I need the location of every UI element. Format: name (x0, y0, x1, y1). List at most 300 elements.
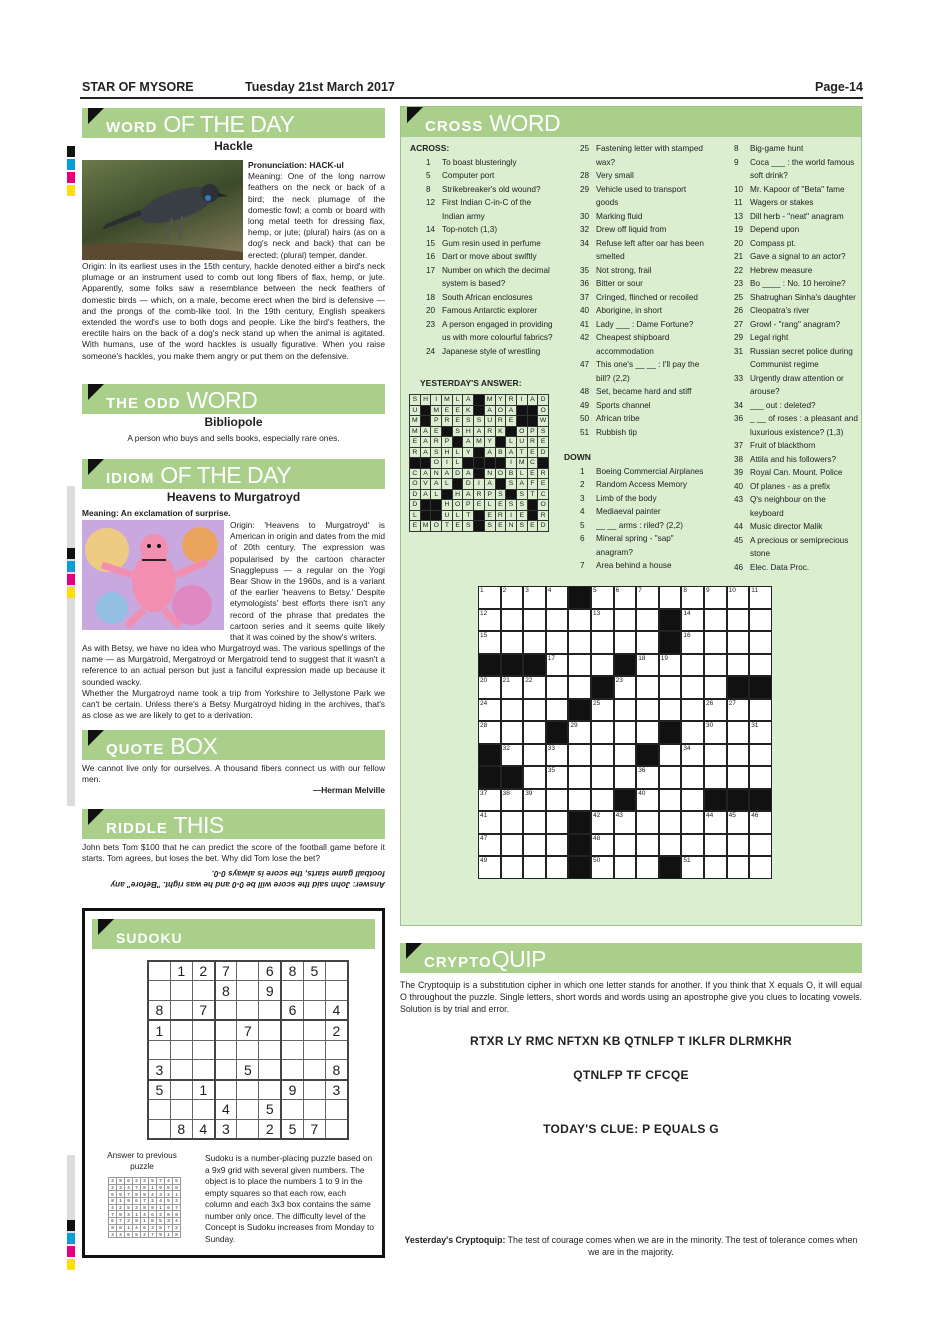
clue-item: 9 Coca ___ : the world famous soft drink? (734, 157, 855, 180)
crossword-cell[interactable]: 45 (727, 811, 750, 834)
crossword-cell[interactable] (749, 856, 772, 879)
crossword-cell[interactable] (546, 676, 569, 699)
crossword-cell[interactable]: 28 (478, 721, 501, 744)
crossword-cell[interactable]: 8 (681, 586, 704, 609)
sudoku-cell[interactable] (237, 1001, 259, 1021)
crossword-black-cell (568, 811, 591, 834)
crossword-cell[interactable] (523, 766, 546, 789)
crossword-cell[interactable]: 50 (591, 856, 614, 879)
yesterday-grid-cell: O (516, 426, 527, 437)
cryptoquip-band: CRYPTOQUIP (400, 943, 862, 973)
yesterday-grid-cell: E (495, 500, 506, 511)
crossword-cell[interactable] (546, 811, 569, 834)
sudoku-cell[interactable] (326, 981, 348, 1001)
sudoku-cell[interactable] (148, 961, 170, 981)
crossword-cell[interactable] (591, 654, 614, 677)
crossword-cell[interactable] (659, 699, 682, 722)
sudoku-cell[interactable]: 5 (237, 1060, 259, 1080)
sudoku-cell[interactable] (237, 1080, 259, 1100)
yesterday-grid-cell: O (410, 479, 421, 490)
previous-sudoku-cell: 6 (109, 1191, 117, 1198)
crossword-cell[interactable]: 9 (704, 586, 727, 609)
crossword-cell[interactable]: 17 (546, 654, 569, 677)
clue-item: 41 Lady ___ : Dame Fortune? (580, 319, 694, 329)
crossword-cell[interactable] (501, 631, 524, 654)
yesterday-grid-cell: Y (484, 437, 495, 448)
crossword-cell[interactable] (614, 609, 637, 632)
sudoku-cell[interactable]: 4 (192, 1119, 214, 1139)
sudoku-cell[interactable] (215, 1060, 237, 1080)
clue-item: 34 Refuse left after oar has been smelted (580, 238, 704, 261)
previous-sudoku-cell: 2 (157, 1211, 165, 1218)
yesterday-grid-cell (452, 479, 463, 490)
previous-sudoku-cell: 9 (125, 1198, 133, 1205)
crossword-cell[interactable] (501, 811, 524, 834)
crossword-cell[interactable] (523, 744, 546, 767)
crossword-grid[interactable] (478, 586, 773, 881)
previous-sudoku-cell: 2 (149, 1198, 157, 1205)
sudoku-cell[interactable]: 3 (148, 1060, 170, 1080)
crossword-cell[interactable]: 37 (478, 789, 501, 812)
crossword-cell[interactable] (546, 856, 569, 879)
sudoku-cell[interactable] (326, 1040, 348, 1060)
crossword-cell[interactable] (681, 676, 704, 699)
sudoku-cell[interactable] (148, 1100, 170, 1120)
crossword-cell[interactable] (568, 609, 591, 632)
crossword-cell[interactable] (704, 609, 727, 632)
yesterday-grid-cell: S (516, 521, 527, 532)
crossword-cell[interactable] (523, 609, 546, 632)
sudoku-cell[interactable] (281, 1020, 303, 1040)
crossword-cell[interactable]: 40 (636, 789, 659, 812)
sudoku-cell[interactable] (192, 1100, 214, 1120)
sudoku-cell[interactable]: 8 (170, 1119, 192, 1139)
sudoku-cell[interactable]: 8 (326, 1060, 348, 1080)
previous-sudoku-cell: 8 (165, 1211, 173, 1218)
sudoku-cell[interactable]: 1 (148, 1020, 170, 1040)
crossword-cell[interactable]: 49 (478, 856, 501, 879)
previous-sudoku-cell: 2 (133, 1178, 141, 1185)
crossword-cell[interactable] (681, 789, 704, 812)
crossword-cell[interactable] (523, 631, 546, 654)
crossword-cell[interactable]: 5 (591, 586, 614, 609)
crossword-cell[interactable]: 11 (749, 586, 772, 609)
crossword-cell[interactable] (614, 631, 637, 654)
crossword-cell[interactable] (704, 744, 727, 767)
sudoku-cell[interactable]: 2 (192, 961, 214, 981)
crossword-cell[interactable] (636, 699, 659, 722)
crossword-cell[interactable]: 42 (591, 811, 614, 834)
crossword-cell[interactable]: 51 (681, 856, 704, 879)
crossword-cell[interactable] (546, 609, 569, 632)
sudoku-cell[interactable]: 3 (326, 1080, 348, 1100)
yesterday-grid-cell: A (420, 468, 431, 479)
sudoku-cell[interactable]: 7 (192, 1001, 214, 1021)
crossword-cell[interactable] (704, 654, 727, 677)
crossword-cell[interactable]: 10 (727, 586, 750, 609)
sudoku-cell[interactable]: 7 (303, 1119, 325, 1139)
sudoku-cell[interactable]: 9 (281, 1080, 303, 1100)
crossword-cell[interactable] (568, 789, 591, 812)
sudoku-cell[interactable]: 8 (215, 981, 237, 1001)
crossword-cell[interactable] (568, 744, 591, 767)
sudoku-cell[interactable]: 5 (259, 1100, 281, 1120)
crossword-cell[interactable] (727, 834, 750, 857)
crossword-cell[interactable] (681, 834, 704, 857)
crossword-cell[interactable]: 12 (478, 609, 501, 632)
sudoku-cell[interactable]: 6 (281, 1001, 303, 1021)
sudoku-cell[interactable] (303, 1040, 325, 1060)
crossword-cell[interactable]: 6 (614, 586, 637, 609)
crossword-cell[interactable]: 14 (681, 609, 704, 632)
crossword-cell[interactable]: 25 (591, 699, 614, 722)
sudoku-cell[interactable] (148, 1040, 170, 1060)
sudoku-cell[interactable]: 1 (170, 961, 192, 981)
sudoku-cell[interactable]: 7 (215, 961, 237, 981)
sudoku-cell[interactable] (259, 1080, 281, 1100)
crossword-cell[interactable]: 19 (659, 654, 682, 677)
clue-item: 5 Computer port (426, 171, 495, 180)
previous-sudoku-cell: 4 (117, 1231, 125, 1238)
crossword-cell[interactable] (727, 631, 750, 654)
sudoku-cell[interactable]: 5 (281, 1119, 303, 1139)
crossword-cell[interactable] (749, 609, 772, 632)
yesterday-grid-cell: S (506, 479, 517, 490)
sudoku-cell[interactable] (303, 981, 325, 1001)
sudoku-cell[interactable]: 1 (192, 1080, 214, 1100)
previous-sudoku-cell: 8 (149, 1218, 157, 1225)
sudoku-cell[interactable] (303, 1060, 325, 1080)
yesterday-grid-cell: L (452, 447, 463, 458)
sudoku-cell[interactable] (303, 1001, 325, 1021)
sudoku-cell[interactable] (281, 1040, 303, 1060)
crossword-cell[interactable] (546, 699, 569, 722)
crossword-cell[interactable] (727, 654, 750, 677)
yesterday-grid-cell (474, 468, 485, 479)
crossword-cell[interactable]: 48 (591, 834, 614, 857)
yesterday-grid-cell: E (527, 521, 538, 532)
crossword-cell[interactable] (614, 744, 637, 767)
sudoku-cell[interactable] (170, 1040, 192, 1060)
previous-sudoku-cell: 6 (125, 1178, 133, 1185)
yesterday-grid-cell: E (516, 510, 527, 521)
crossword-cell[interactable]: 43 (614, 811, 637, 834)
crossword-cell[interactable] (749, 699, 772, 722)
crossword-cell[interactable] (523, 856, 546, 879)
sudoku-cell[interactable] (303, 1100, 325, 1120)
crossword-cell[interactable]: 47 (478, 834, 501, 857)
sudoku-cell[interactable] (192, 1040, 214, 1060)
crossword-cell[interactable] (591, 721, 614, 744)
sudoku-cell[interactable] (259, 1020, 281, 1040)
sudoku-cell[interactable]: 5 (303, 961, 325, 981)
sudoku-cell[interactable] (259, 1060, 281, 1080)
crossword-cell[interactable] (614, 834, 637, 857)
yesterday-grid-cell: S (516, 500, 527, 511)
clue-item: 51 Rubbish tip (580, 427, 637, 437)
yesterday-grid-cell: U (516, 437, 527, 448)
crossword-cell[interactable] (681, 811, 704, 834)
sudoku-cell[interactable] (148, 981, 170, 1001)
crossword-cell[interactable] (591, 789, 614, 812)
sudoku-cell[interactable] (326, 1119, 348, 1139)
crossword-cell[interactable] (568, 766, 591, 789)
crossword-cell[interactable] (727, 744, 750, 767)
sudoku-cell[interactable] (303, 1080, 325, 1100)
previous-sudoku-cell: 3 (109, 1231, 117, 1238)
previous-sudoku-cell: 4 (141, 1211, 149, 1218)
crossword-cell[interactable] (591, 744, 614, 767)
crossword-cell[interactable] (659, 676, 682, 699)
clue-item: 23 Bo ____ : No. 10 heroine? (734, 279, 846, 288)
crossword-cell[interactable] (704, 834, 727, 857)
sudoku-cell[interactable] (303, 1020, 325, 1040)
crossword-cell[interactable]: 4 (546, 586, 569, 609)
crossword-cell[interactable] (614, 766, 637, 789)
yesterday-grid-cell: T (527, 489, 538, 500)
clue-item: 33 Urgently draw attention or arouse? (734, 373, 844, 396)
crossword-cell[interactable] (749, 766, 772, 789)
quote-band: QUOTE BOX (82, 730, 385, 760)
crossword-cell[interactable] (501, 699, 524, 722)
crossword-cell[interactable]: 23 (614, 676, 637, 699)
crossword-cell[interactable]: 31 (749, 721, 772, 744)
crossword-cell[interactable]: 16 (681, 631, 704, 654)
crossword-cell[interactable] (523, 721, 546, 744)
crossword-cell[interactable]: 3 (523, 586, 546, 609)
crossword-cell[interactable] (636, 811, 659, 834)
crossword-cell[interactable] (591, 766, 614, 789)
crossword-cell[interactable] (636, 721, 659, 744)
crossword-cell[interactable] (704, 676, 727, 699)
yesterday-grid-cell: P (442, 437, 453, 448)
cryptoquip-clue: TODAY'S CLUE: P EQUALS G (543, 1122, 719, 1136)
crossword-cell[interactable]: 39 (523, 789, 546, 812)
crossword-cell[interactable] (591, 631, 614, 654)
crossword-cell[interactable] (501, 856, 524, 879)
sudoku-cell[interactable] (281, 1060, 303, 1080)
previous-sudoku-cell: 2 (125, 1218, 133, 1225)
sudoku-cell[interactable]: 4 (326, 1001, 348, 1021)
yesterday-grid-cell: S (538, 426, 549, 437)
sudoku-cell[interactable] (170, 981, 192, 1001)
crossword-cell[interactable]: 26 (704, 699, 727, 722)
sudoku-grid[interactable] (147, 960, 349, 1140)
crossword-cell[interactable]: 27 (727, 699, 750, 722)
crossword-cell[interactable] (568, 631, 591, 654)
crossword-cell[interactable]: 46 (749, 811, 772, 834)
yesterday-grid-cell: M (410, 416, 421, 427)
crossword-cell[interactable] (636, 609, 659, 632)
sudoku-band: SUDOKU (92, 919, 375, 949)
yesterday-grid-cell: L (452, 510, 463, 521)
yesterday-grid-cell: M (516, 458, 527, 469)
sudoku-cell[interactable]: 8 (148, 1001, 170, 1021)
crossword-cell[interactable] (659, 811, 682, 834)
yesterday-grid-cell: S (484, 521, 495, 532)
crossword-cell[interactable] (523, 834, 546, 857)
crossword-cell[interactable] (636, 631, 659, 654)
crossword-cell[interactable]: 33 (546, 744, 569, 767)
crossword-cell[interactable] (681, 654, 704, 677)
crossword-cell[interactable] (659, 766, 682, 789)
sudoku-cell[interactable] (170, 1080, 192, 1100)
crossword-cell[interactable]: 35 (546, 766, 569, 789)
sudoku-cell[interactable]: 4 (215, 1100, 237, 1120)
crossword-cell[interactable]: 44 (704, 811, 727, 834)
yesterday-grid-cell: E (538, 437, 549, 448)
sudoku-cell[interactable] (170, 1100, 192, 1120)
crossword-cell[interactable] (727, 856, 750, 879)
sudoku-cell[interactable]: 6 (259, 961, 281, 981)
yesterday-grid-cell (474, 458, 485, 469)
yesterday-grid-cell: O (538, 405, 549, 416)
sudoku-cell[interactable] (192, 1060, 214, 1080)
crossword-cell[interactable]: 32 (501, 744, 524, 767)
crossword-cell[interactable] (501, 834, 524, 857)
crossword-cell[interactable] (681, 699, 704, 722)
previous-sudoku-cell: 9 (173, 1211, 181, 1218)
crossword-cell[interactable]: 38 (501, 789, 524, 812)
sudoku-cell[interactable] (259, 1001, 281, 1021)
crossword-cell[interactable]: 18 (636, 654, 659, 677)
sudoku-cell[interactable] (237, 1040, 259, 1060)
crossword-cell[interactable] (568, 676, 591, 699)
yesterday-grid-cell (431, 510, 442, 521)
yesterday-grid-cell: S (452, 426, 463, 437)
crossword-cell[interactable] (501, 609, 524, 632)
sudoku-cell[interactable]: 5 (148, 1080, 170, 1100)
yesterday-grid-cell: R (538, 510, 549, 521)
sudoku-cell[interactable]: 9 (259, 981, 281, 1001)
crossword-cell[interactable]: 20 (478, 676, 501, 699)
clue-item: 15 Gum resin used in perfume (426, 238, 541, 248)
yesterday-grid-cell: B (506, 468, 517, 479)
crossword-cell[interactable] (614, 721, 637, 744)
crossword-cell[interactable] (749, 834, 772, 857)
sudoku-cell[interactable]: 3 (215, 1119, 237, 1139)
crossword-cell[interactable]: 36 (636, 766, 659, 789)
crossword-cell[interactable] (749, 654, 772, 677)
yesterday-grid-cell (527, 500, 538, 511)
crossword-cell[interactable] (727, 721, 750, 744)
crossword-black-cell (614, 789, 637, 812)
yesterday-grid-cell: C (527, 458, 538, 469)
crossword-cell[interactable]: 15 (478, 631, 501, 654)
sudoku-cell[interactable] (237, 1100, 259, 1120)
clue-item: 25 Fastening letter with stamped wax? (580, 144, 703, 167)
crossword-cell[interactable]: 29 (568, 721, 591, 744)
crossword-cell[interactable] (523, 811, 546, 834)
crossword-cell[interactable] (659, 834, 682, 857)
crossword-cell[interactable] (614, 856, 637, 879)
crossword-cell[interactable]: 24 (478, 699, 501, 722)
sudoku-cell[interactable]: 8 (281, 961, 303, 981)
sudoku-cell[interactable]: 7 (237, 1020, 259, 1040)
crossword-cell[interactable]: 41 (478, 811, 501, 834)
sudoku-cell[interactable] (215, 1001, 237, 1021)
sudoku-cell[interactable] (215, 1020, 237, 1040)
sudoku-cell[interactable] (170, 1001, 192, 1021)
crossword-cell[interactable] (659, 789, 682, 812)
crossword-cell[interactable] (704, 631, 727, 654)
crossword-cell[interactable] (749, 744, 772, 767)
sudoku-cell[interactable] (215, 1080, 237, 1100)
crossword-black-cell (523, 654, 546, 677)
crossword-cell[interactable]: 21 (501, 676, 524, 699)
riddle-band: RIDDLE THIS (82, 809, 385, 839)
crossword-cell[interactable]: 1 (478, 586, 501, 609)
sudoku-cell[interactable]: 2 (259, 1119, 281, 1139)
crossword-cell[interactable] (546, 631, 569, 654)
sudoku-cell[interactable] (192, 1020, 214, 1040)
crossword-cell[interactable] (681, 766, 704, 789)
sudoku-cell[interactable]: 2 (326, 1020, 348, 1040)
sudoku-cell[interactable] (326, 961, 348, 981)
previous-sudoku-cell: 7 (109, 1211, 117, 1218)
sudoku-cell[interactable] (170, 1060, 192, 1080)
yesterday-grid-cell: E (410, 437, 421, 448)
sudoku-cell[interactable] (259, 1040, 281, 1060)
sudoku-cell[interactable] (215, 1040, 237, 1060)
yesterday-grid-cell: A (527, 395, 538, 406)
crossword-cell[interactable] (568, 654, 591, 677)
sudoku-cell[interactable] (237, 981, 259, 1001)
sudoku-cell[interactable] (237, 1119, 259, 1139)
crossword-cell[interactable] (704, 856, 727, 879)
crossword-cell[interactable] (636, 834, 659, 857)
crossword-cell[interactable] (523, 699, 546, 722)
sudoku-cell[interactable] (192, 981, 214, 1001)
yesterday-grid-cell: A (463, 468, 474, 479)
crossword-cell[interactable] (546, 789, 569, 812)
crossword-cell[interactable] (636, 676, 659, 699)
crossword-cell[interactable] (546, 834, 569, 857)
crossword-cell[interactable]: 22 (523, 676, 546, 699)
crossword-cell[interactable]: 30 (704, 721, 727, 744)
sudoku-cell[interactable] (281, 981, 303, 1001)
crossword-cell[interactable] (681, 721, 704, 744)
yesterday-grid-cell (431, 500, 442, 511)
crossword-cell[interactable] (501, 721, 524, 744)
crossword-cell[interactable] (704, 766, 727, 789)
yesterday-grid-cell: A (420, 489, 431, 500)
crossword-cell[interactable]: 13 (591, 609, 614, 632)
sudoku-cell[interactable] (237, 961, 259, 981)
yesterday-grid-cell: E (410, 521, 421, 532)
yesterday-grid-cell: C (410, 468, 421, 479)
crossword-cell[interactable] (727, 766, 750, 789)
crossword-black-cell (568, 834, 591, 857)
clue-item: 12 First Indian C-in-C of the Indian army (426, 198, 532, 221)
bird-photo (82, 160, 243, 260)
yesterday-grid-cell: P (527, 426, 538, 437)
crossword-cell[interactable] (659, 586, 682, 609)
sudoku-cell[interactable] (148, 1119, 170, 1139)
crossword-cell[interactable] (659, 744, 682, 767)
sudoku-cell[interactable] (326, 1100, 348, 1120)
crossword-cell[interactable]: 7 (636, 586, 659, 609)
crossword-cell[interactable] (727, 609, 750, 632)
sudoku-cell[interactable] (170, 1020, 192, 1040)
crossword-cell[interactable]: 2 (501, 586, 524, 609)
crossword-cell[interactable] (614, 699, 637, 722)
sudoku-cell[interactable] (281, 1100, 303, 1120)
crossword-cell[interactable]: 34 (681, 744, 704, 767)
crossword-cell[interactable] (636, 856, 659, 879)
crossword-cell[interactable] (749, 631, 772, 654)
yesterday-grid-cell: R (431, 437, 442, 448)
